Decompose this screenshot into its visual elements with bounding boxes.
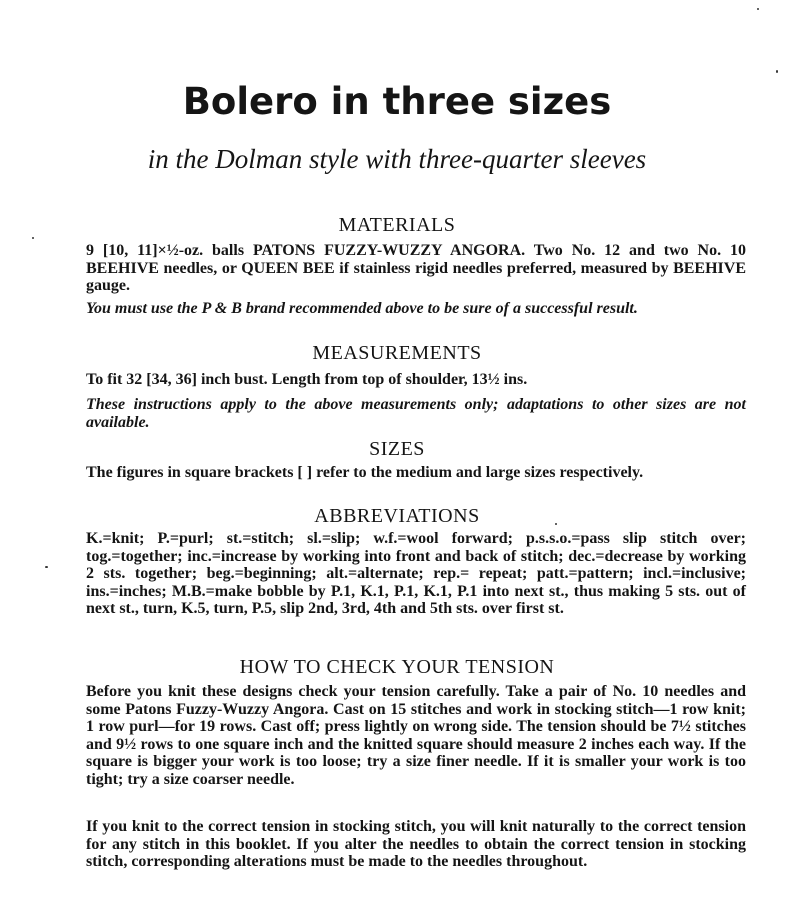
scan-speck [776,70,778,73]
measurements-text: To fit 32 [34, 36] inch bust. Length from top of shoulder, 13½ ins. [86,371,528,388]
measurements-heading: MEASUREMENTS [312,342,482,364]
tension-paragraph-1: Before you knit these designs check your tension carefully. Take a pair of No. 10 needles and some Patons Fuzzy-Wuzzy Angora. Cast on 15 stitches and work in stocking stitch—1 row knit; 1 row purl—for 19 rows. Cast off; press lightly on wrong side. The tension should be 7½ stitches and 9½ rows to one square inch and the knitted square should measure 2 inches each way. If the square is bigger your work is too loose; try a size finer needle. If it is smaller your work is too tight; try a size coarser needle. [86,683,746,788]
abbreviations-heading: ABBREVIATIONS [314,505,480,527]
scan-speck [555,523,557,525]
scan-speck [45,566,48,568]
scan-speck [757,8,759,10]
sizes-text: The figures in square brackets [ ] refer to the medium and large sizes respectively. [86,464,644,481]
page-title: Bolero in three sizes [182,80,612,123]
materials-text: 9 [10, 11]×½-oz. balls PATONS FUZZY-WUZZY ANGORA. Two No. 12 and two No. 10 BEEHIVE needles, or QUEEN BEE if stainless rigid needles preferred, measured by BEEHIVE gauge. [86,242,746,294]
materials-note: You must use the P & B brand recommended above to be sure of a successful result. [86,300,638,317]
tension-paragraph-2: If you knit to the correct tension in stocking stitch, you will knit naturally to the correct tension for any stitch in this booklet. If you alter the needles to obtain the correct tension in stocking stitch, corresponding alterations must be made to the needles throughout. [86,818,746,870]
abbreviations-text: K.=knit; P.=purl; st.=stitch; sl.=slip; w.f.=wool forward; p.s.s.o.=pass slip stitch over; tog.=together; inc.=increase by working into front and back of stitch; dec.=decrease by working 2 sts. together; beg.=beginning; alt.=alternate; rep.= repeat; patt.=pattern; incl.=inclusive; ins.=inches; M.B.=make bobble by P.1, K.1, P.1, K.1, P.1 into next st., thus making 5 sts. out of next st., turn, K.5, turn, P.5, slip 2nd, 3rd, 4th and 5th sts. over first st. [86,530,746,617]
scan-speck [32,237,34,239]
page-subtitle: in the Dolman style with three-quarter sleeves [147,144,647,174]
tension-heading: HOW TO CHECK YOUR TENSION [239,656,555,678]
materials-heading: MATERIALS [338,214,456,236]
sizes-heading: SIZES [369,438,425,460]
measurements-note: These instructions apply to the above measurements only; adaptations to other sizes are not available. [86,396,746,431]
